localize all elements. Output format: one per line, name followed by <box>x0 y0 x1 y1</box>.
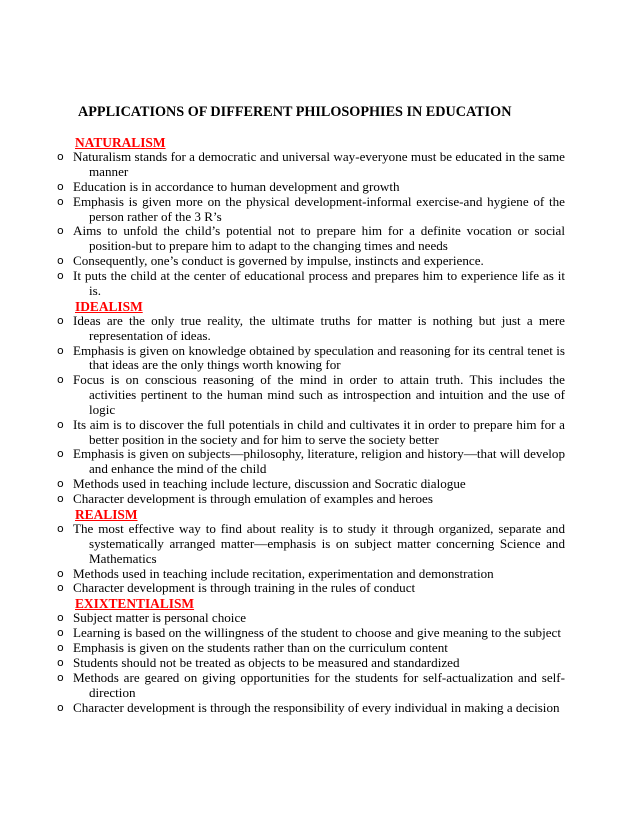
list-item <box>57 344 565 374</box>
hollow-bullet-icon: o <box>57 313 64 327</box>
bullet-list <box>57 314 565 507</box>
hollow-bullet-icon: o <box>57 343 64 357</box>
list-item <box>57 447 565 477</box>
hollow-bullet-icon: o <box>57 611 64 625</box>
list-item <box>57 626 565 641</box>
list-item-text: Ideas are the only true reality, the ultimate truths for matter is nothing but just a mere representation of ideas. <box>73 312 565 343</box>
section-heading: IDEALISM <box>75 298 143 314</box>
hollow-bullet-icon: o <box>57 700 64 714</box>
section-heading: NATURALISM <box>75 135 166 150</box>
hollow-bullet-icon: o <box>57 477 64 491</box>
hollow-bullet-icon: o <box>57 566 64 580</box>
section-heading: EXIXTENTIALISM <box>75 596 195 612</box>
hollow-bullet-icon: o <box>57 522 64 536</box>
list-item <box>57 195 565 225</box>
bullet-list <box>57 150 565 298</box>
hollow-bullet-icon: o <box>57 447 64 461</box>
list-item <box>57 701 565 716</box>
section-heading: REALISM <box>75 506 138 522</box>
hollow-bullet-icon: o <box>57 417 64 431</box>
list-item-text: Emphasis is given on knowledge obtained by speculation and reasoning for its central tenet is that ideas are the only things worth knowing for <box>73 342 565 373</box>
hollow-bullet-icon: o <box>57 224 64 238</box>
hollow-bullet-icon: o <box>57 254 64 268</box>
hollow-bullet-icon: o <box>57 581 64 595</box>
list-item-text: Character development is through the responsibility of every individual in making a decision <box>73 699 560 715</box>
list-item <box>57 492 565 507</box>
list-item-text: Naturalism stands for a democratic and universal way-everyone must be educated in the same manner <box>73 149 565 180</box>
document-body <box>57 135 565 715</box>
hollow-bullet-icon: o <box>57 194 64 208</box>
hollow-bullet-icon: o <box>57 655 64 669</box>
hollow-bullet-icon: o <box>57 373 64 387</box>
list-item <box>57 254 565 269</box>
list-item <box>57 522 565 567</box>
list-item-text: Methods used in teaching include lecture, discussion and Socratic dialogue <box>73 476 466 492</box>
list-item <box>57 224 565 254</box>
list-item-text: Emphasis is given on subjects—philosophy, literature, religion and history—that will develop and enhance the mind of the child <box>73 446 565 477</box>
list-item-text: Learning is based on the willingness of the student to choose and give meaning to the subject <box>73 625 561 641</box>
list-item-text: Character development is through emulation of examples and heroes <box>73 490 433 506</box>
list-item <box>57 269 565 299</box>
list-item <box>57 418 565 448</box>
list-item <box>57 641 565 656</box>
list-item-text: Education is in accordance to human development and growth <box>73 178 400 194</box>
list-item-text: It puts the child at the center of educational process and prepares him to experience life as it is. <box>73 267 565 298</box>
hollow-bullet-icon: o <box>57 491 64 505</box>
list-item <box>57 656 565 671</box>
list-item-text: Aims to unfold the child’s potential not to prepare him for a definite vocation or social position-but to prepare him to adapt to the changing times and needs <box>73 223 565 254</box>
list-item <box>57 150 565 180</box>
hollow-bullet-icon: o <box>57 268 64 282</box>
list-item <box>57 314 565 344</box>
list-item <box>57 581 565 596</box>
list-item-text: Students should not be treated as objects to be measured and standardized <box>73 654 460 670</box>
hollow-bullet-icon: o <box>57 641 64 655</box>
list-item-text: Character development is through training in the rules of conduct <box>73 580 416 596</box>
list-item-text: Subject matter is personal choice <box>73 610 247 626</box>
list-item-text: Methods used in teaching include recitation, experimentation and demonstration <box>73 565 494 581</box>
list-item <box>57 567 565 582</box>
hollow-bullet-icon: o <box>57 150 64 164</box>
list-item-text: Focus is on conscious reasoning of the mind in order to attain truth. This includes the activities pertinent to the human mind such as introspection and intuition and the use of logic <box>73 372 565 417</box>
list-item-text: Consequently, one’s conduct is governed by impulse, instincts and experience. <box>73 253 484 269</box>
list-item <box>57 373 565 418</box>
list-item <box>57 477 565 492</box>
hollow-bullet-icon: o <box>57 626 64 640</box>
bullet-list <box>57 522 565 596</box>
list-item <box>57 180 565 195</box>
document-title: APPLICATIONS OF DIFFERENT PHILOSOPHIES IN EDUCATION <box>78 104 512 120</box>
list-item <box>57 611 565 626</box>
hollow-bullet-icon: o <box>57 670 64 684</box>
list-item-text: Its aim is to discover the full potentials in child and cultivates it in order to prepare him for a better position in the society and for him to serve the society better <box>73 416 565 447</box>
list-item <box>57 671 565 701</box>
list-item-text: Emphasis is given more on the physical development-informal exercise-and hygiene of the person rather of the 3 R’s <box>73 193 565 224</box>
bullet-list <box>57 611 565 715</box>
hollow-bullet-icon: o <box>57 179 64 193</box>
list-item-text: The most effective way to find about reality is to study it through organized, separate and systematically arranged matter—emphasis is on subject matter concerning Science and Mathematics <box>73 521 565 566</box>
list-item-text: Emphasis is given on the students rather than on the curriculum content <box>73 640 448 656</box>
list-item-text: Methods are geared on giving opportunities for the students for self-actualization and self-direction <box>73 669 565 700</box>
